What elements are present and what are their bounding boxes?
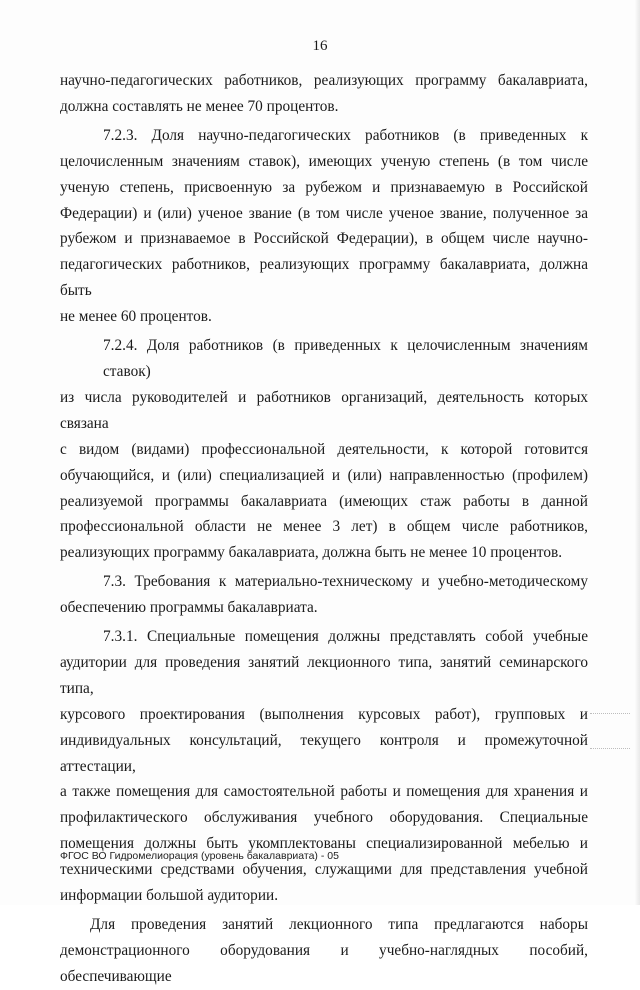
text-line: индивидуальных консультаций, текущего контроля и промежуточной аттестации, [60,731,588,775]
text-line: профилактического обслуживания учебного оборудования. Специальные [60,809,588,827]
text-line: обеспечению программы бакалавриата. [60,599,318,617]
scan-artifact [590,748,630,749]
text-line: целочисленным значениям ставок), имеющих ученую степень (в том числе [60,152,588,170]
page-number: 16 [312,38,328,54]
text-line: не менее 60 процентов. [60,308,212,326]
text-line: а также помещения для самостоятельной работы и помещения для хранения и [60,783,588,801]
paragraph-7-3 [60,569,588,621]
text-line: должна составлять не менее 70 процентов. [60,97,339,115]
text-line: демонстрационного оборудования и учебно-наглядных пособий, обеспечивающие [60,941,588,985]
text-line: ученую степень, присвоенную за рубежом и признаваемую в Российской [60,178,588,196]
text-line: профессиональной области не менее 3 лет) в общем числе работников, [60,518,588,536]
paragraph-7-2-3 [60,123,588,330]
text-line: Для проведения занятий лекционного типа предлагаются наборы [90,916,588,933]
text-line: реализующих программу бакалавриата, должна быть не менее 10 процентов. [60,544,563,562]
text-line: реализуемой программы бакалавриата (имеющих стаж работы в данной [60,492,588,510]
text-line: научно-педагогических работников, реализующих программу бакалавриата, [60,72,588,89]
text-line: педагогических работников, реализующих программу бакалавриата, должна быть [60,256,588,300]
text-line: аудитории для проведения занятий лекционного типа, занятий семинарского типа, [60,653,588,697]
text-line: рубежом и признаваемое в Российской Федерации), в общем числе научно- [60,230,588,248]
text-line: 7.2.3. Доля научно-педагогических работников (в приведенных к [103,126,588,144]
document-footer: ФГОС ВО Гидромелиорация (уровень бакалавриата) - 05 [60,850,339,862]
paragraph-7-2-4 [60,333,588,566]
scan-edge [634,0,640,905]
paragraph-lecture-equipment [60,912,588,990]
text-line: 7.2.4. Доля работников (в приведенных к целочисленным значениям ставок) [103,337,588,380]
text-line: обучающийся, и (или) специализацией и (или) направленностью (профилем) [60,466,588,484]
text-line: информации большой аудитории. [60,887,279,905]
text-line: помещения должны быть укомплектованы специализированной мебелью и [60,835,588,853]
text-line: курсового проектирования (выполнения курсовых работ), групповых и [60,705,588,723]
text-line: 7.3.1. Специальные помещения должны представлять собой учебные [103,628,588,646]
text-line: техническими средствами обучения, служащими для представления учебной [60,861,588,879]
text-line: из числа руководителей и работников организаций, деятельность которых связана [60,388,588,432]
text-line: 7.3. Требования к материально-техническому и учебно-методическому [103,573,588,591]
scan-artifact [590,713,630,714]
paragraph-continuation [60,68,588,120]
text-line: с видом (видами) профессиональной деятельности, к которой готовится [60,440,588,458]
paragraph-7-3-1 [60,624,588,909]
text-line: Федерации) и (или) ученое звание (в том числе ученое звание, полученное за [60,204,588,222]
